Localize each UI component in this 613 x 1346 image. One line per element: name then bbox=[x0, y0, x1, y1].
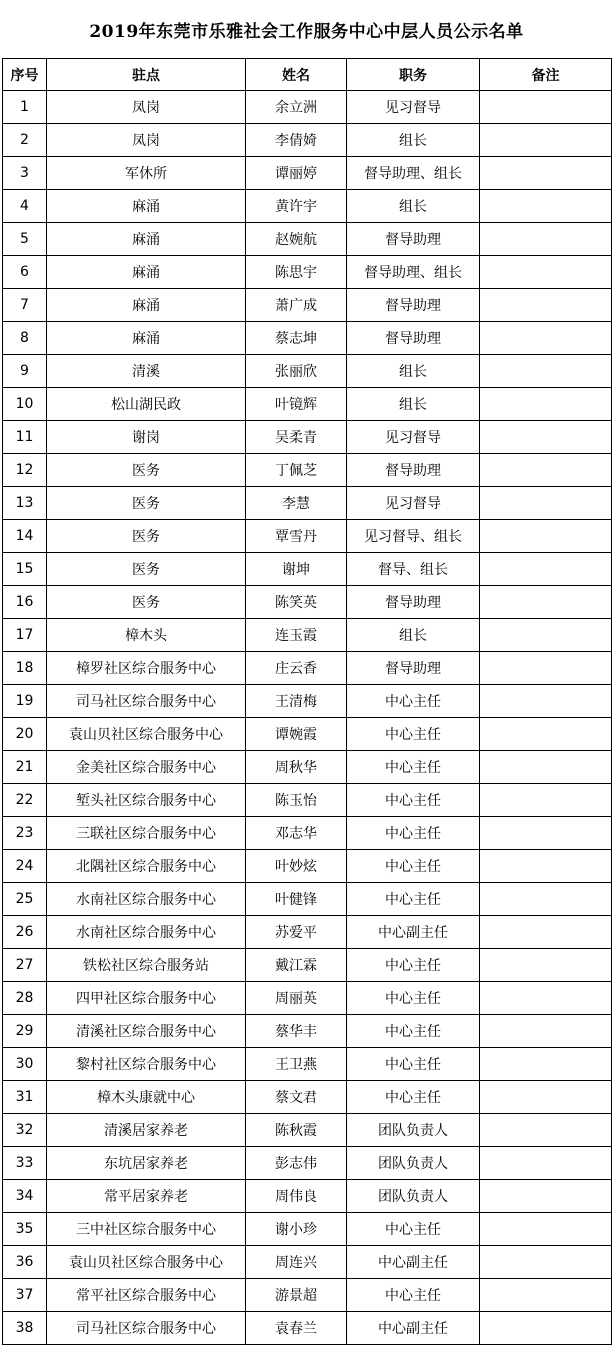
cell-location: 铁松社区综合服务站 bbox=[47, 949, 246, 982]
cell-remarks bbox=[480, 817, 612, 850]
cell-remarks bbox=[480, 553, 612, 586]
table-row bbox=[3, 817, 612, 850]
cell-location: 樟罗社区综合服务中心 bbox=[47, 652, 246, 685]
cell-index: 14 bbox=[3, 520, 47, 553]
cell-location: 三中社区综合服务中心 bbox=[47, 1213, 246, 1246]
table-row bbox=[3, 982, 612, 1015]
cell-remarks bbox=[480, 619, 612, 652]
cell-index: 9 bbox=[3, 355, 47, 388]
cell-remarks bbox=[480, 883, 612, 916]
cell-index: 30 bbox=[3, 1048, 47, 1081]
cell-location: 堑头社区综合服务中心 bbox=[47, 784, 246, 817]
cell-name: 萧广成 bbox=[246, 289, 347, 322]
cell-name: 蔡华丰 bbox=[246, 1015, 347, 1048]
cell-position: 督导助理、组长 bbox=[347, 157, 480, 190]
cell-index: 18 bbox=[3, 652, 47, 685]
header-position: 职务 bbox=[347, 59, 480, 91]
cell-name: 王清梅 bbox=[246, 685, 347, 718]
cell-remarks bbox=[480, 1312, 612, 1345]
cell-position: 中心主任 bbox=[347, 1213, 480, 1246]
cell-position: 中心主任 bbox=[347, 685, 480, 718]
table-body bbox=[3, 91, 612, 1345]
cell-index: 25 bbox=[3, 883, 47, 916]
cell-remarks bbox=[480, 652, 612, 685]
table-row bbox=[3, 685, 612, 718]
table-row bbox=[3, 256, 612, 289]
cell-name: 谢坤 bbox=[246, 553, 347, 586]
cell-position: 督导助理 bbox=[347, 289, 480, 322]
cell-remarks bbox=[480, 256, 612, 289]
cell-index: 37 bbox=[3, 1279, 47, 1312]
cell-position: 见习督导 bbox=[347, 91, 480, 124]
cell-index: 21 bbox=[3, 751, 47, 784]
table-row bbox=[3, 1048, 612, 1081]
cell-name: 周丽英 bbox=[246, 982, 347, 1015]
table-row bbox=[3, 1213, 612, 1246]
cell-name: 周伟良 bbox=[246, 1180, 347, 1213]
cell-index: 29 bbox=[3, 1015, 47, 1048]
cell-remarks bbox=[480, 355, 612, 388]
cell-remarks bbox=[480, 190, 612, 223]
cell-position: 组长 bbox=[347, 124, 480, 157]
cell-location: 金美社区综合服务中心 bbox=[47, 751, 246, 784]
cell-name: 蔡文君 bbox=[246, 1081, 347, 1114]
table-row bbox=[3, 586, 612, 619]
header-remarks: 备注 bbox=[480, 59, 612, 91]
cell-remarks bbox=[480, 916, 612, 949]
cell-remarks bbox=[480, 949, 612, 982]
table-row bbox=[3, 91, 612, 124]
table-row bbox=[3, 619, 612, 652]
cell-position: 中心主任 bbox=[347, 718, 480, 751]
cell-remarks bbox=[480, 586, 612, 619]
cell-name: 周连兴 bbox=[246, 1246, 347, 1279]
table-row bbox=[3, 784, 612, 817]
cell-remarks bbox=[480, 1081, 612, 1114]
cell-index: 24 bbox=[3, 850, 47, 883]
cell-location: 凤岗 bbox=[47, 124, 246, 157]
cell-remarks bbox=[480, 322, 612, 355]
cell-name: 谢小珍 bbox=[246, 1213, 347, 1246]
cell-position: 见习督导 bbox=[347, 421, 480, 454]
cell-name: 戴江霖 bbox=[246, 949, 347, 982]
cell-location: 麻涌 bbox=[47, 190, 246, 223]
cell-remarks bbox=[480, 1213, 612, 1246]
cell-name: 彭志伟 bbox=[246, 1147, 347, 1180]
cell-position: 组长 bbox=[347, 190, 480, 223]
cell-location: 三联社区综合服务中心 bbox=[47, 817, 246, 850]
table-row bbox=[3, 520, 612, 553]
cell-index: 11 bbox=[3, 421, 47, 454]
table-row bbox=[3, 916, 612, 949]
cell-position: 督导、组长 bbox=[347, 553, 480, 586]
cell-name: 吴柔青 bbox=[246, 421, 347, 454]
cell-name: 李倩婍 bbox=[246, 124, 347, 157]
cell-location: 水南社区综合服务中心 bbox=[47, 883, 246, 916]
cell-name: 游景超 bbox=[246, 1279, 347, 1312]
cell-location: 司马社区综合服务中心 bbox=[47, 685, 246, 718]
cell-index: 28 bbox=[3, 982, 47, 1015]
cell-remarks bbox=[480, 487, 612, 520]
table-row bbox=[3, 751, 612, 784]
table-row bbox=[3, 223, 612, 256]
cell-location: 袁山贝社区综合服务中心 bbox=[47, 1246, 246, 1279]
cell-name: 赵婉航 bbox=[246, 223, 347, 256]
table-row bbox=[3, 1312, 612, 1345]
cell-name: 王卫燕 bbox=[246, 1048, 347, 1081]
cell-position: 见习督导、组长 bbox=[347, 520, 480, 553]
header-row bbox=[3, 59, 612, 91]
cell-index: 22 bbox=[3, 784, 47, 817]
cell-remarks bbox=[480, 1114, 612, 1147]
cell-remarks bbox=[480, 223, 612, 256]
cell-name: 谭婉霞 bbox=[246, 718, 347, 751]
cell-index: 5 bbox=[3, 223, 47, 256]
cell-remarks bbox=[480, 520, 612, 553]
cell-position: 团队负责人 bbox=[347, 1180, 480, 1213]
cell-name: 陈笑英 bbox=[246, 586, 347, 619]
cell-location: 司马社区综合服务中心 bbox=[47, 1312, 246, 1345]
cell-position: 中心主任 bbox=[347, 1048, 480, 1081]
cell-remarks bbox=[480, 1180, 612, 1213]
cell-position: 团队负责人 bbox=[347, 1147, 480, 1180]
cell-location: 医务 bbox=[47, 586, 246, 619]
cell-name: 李慧 bbox=[246, 487, 347, 520]
table-row bbox=[3, 1081, 612, 1114]
cell-index: 32 bbox=[3, 1114, 47, 1147]
table-row bbox=[3, 652, 612, 685]
cell-location: 清溪 bbox=[47, 355, 246, 388]
header-index: 序号 bbox=[3, 59, 47, 91]
cell-remarks bbox=[480, 685, 612, 718]
cell-location: 黎村社区综合服务中心 bbox=[47, 1048, 246, 1081]
table-row bbox=[3, 553, 612, 586]
cell-position: 见习督导 bbox=[347, 487, 480, 520]
cell-index: 36 bbox=[3, 1246, 47, 1279]
cell-index: 16 bbox=[3, 586, 47, 619]
cell-index: 13 bbox=[3, 487, 47, 520]
cell-position: 督导助理 bbox=[347, 322, 480, 355]
cell-remarks bbox=[480, 289, 612, 322]
cell-position: 督导助理 bbox=[347, 586, 480, 619]
cell-location: 北隅社区综合服务中心 bbox=[47, 850, 246, 883]
header-location: 驻点 bbox=[47, 59, 246, 91]
cell-location: 常平居家养老 bbox=[47, 1180, 246, 1213]
cell-remarks bbox=[480, 850, 612, 883]
table-row bbox=[3, 883, 612, 916]
cell-remarks bbox=[480, 784, 612, 817]
cell-name: 陈思宇 bbox=[246, 256, 347, 289]
cell-name: 叶妙炫 bbox=[246, 850, 347, 883]
cell-position: 中心主任 bbox=[347, 982, 480, 1015]
cell-remarks bbox=[480, 91, 612, 124]
cell-location: 医务 bbox=[47, 487, 246, 520]
cell-position: 中心主任 bbox=[347, 751, 480, 784]
table-row bbox=[3, 850, 612, 883]
cell-name: 苏爱平 bbox=[246, 916, 347, 949]
table-row bbox=[3, 124, 612, 157]
cell-position: 督导助理 bbox=[347, 652, 480, 685]
cell-index: 38 bbox=[3, 1312, 47, 1345]
table-row bbox=[3, 421, 612, 454]
cell-location: 麻涌 bbox=[47, 223, 246, 256]
cell-name: 陈秋霞 bbox=[246, 1114, 347, 1147]
cell-name: 周秋华 bbox=[246, 751, 347, 784]
cell-location: 松山湖民政 bbox=[47, 388, 246, 421]
table-row bbox=[3, 322, 612, 355]
cell-position: 组长 bbox=[347, 619, 480, 652]
cell-location: 四甲社区综合服务中心 bbox=[47, 982, 246, 1015]
cell-remarks bbox=[480, 1279, 612, 1312]
cell-location: 麻涌 bbox=[47, 256, 246, 289]
cell-index: 12 bbox=[3, 454, 47, 487]
cell-location: 军休所 bbox=[47, 157, 246, 190]
table-row bbox=[3, 355, 612, 388]
cell-index: 7 bbox=[3, 289, 47, 322]
cell-location: 东坑居家养老 bbox=[47, 1147, 246, 1180]
cell-name: 连玉霞 bbox=[246, 619, 347, 652]
table-row bbox=[3, 1015, 612, 1048]
cell-remarks bbox=[480, 1048, 612, 1081]
cell-position: 团队负责人 bbox=[347, 1114, 480, 1147]
cell-index: 15 bbox=[3, 553, 47, 586]
cell-position: 中心主任 bbox=[347, 883, 480, 916]
table-row bbox=[3, 157, 612, 190]
cell-index: 2 bbox=[3, 124, 47, 157]
cell-remarks bbox=[480, 421, 612, 454]
cell-name: 庄云香 bbox=[246, 652, 347, 685]
cell-index: 8 bbox=[3, 322, 47, 355]
cell-position: 中心主任 bbox=[347, 784, 480, 817]
cell-remarks bbox=[480, 124, 612, 157]
cell-index: 34 bbox=[3, 1180, 47, 1213]
cell-location: 清溪社区综合服务中心 bbox=[47, 1015, 246, 1048]
cell-location: 樟木头 bbox=[47, 619, 246, 652]
table-row bbox=[3, 190, 612, 223]
table-row bbox=[3, 1147, 612, 1180]
cell-location: 麻涌 bbox=[47, 289, 246, 322]
cell-index: 27 bbox=[3, 949, 47, 982]
cell-name: 叶健锋 bbox=[246, 883, 347, 916]
cell-index: 1 bbox=[3, 91, 47, 124]
cell-position: 中心副主任 bbox=[347, 1246, 480, 1279]
cell-index: 19 bbox=[3, 685, 47, 718]
cell-index: 6 bbox=[3, 256, 47, 289]
cell-remarks bbox=[480, 157, 612, 190]
cell-position: 组长 bbox=[347, 355, 480, 388]
table-row bbox=[3, 454, 612, 487]
cell-name: 陈玉怡 bbox=[246, 784, 347, 817]
cell-name: 丁佩芝 bbox=[246, 454, 347, 487]
cell-remarks bbox=[480, 718, 612, 751]
cell-location: 樟木头康就中心 bbox=[47, 1081, 246, 1114]
personnel-table bbox=[2, 58, 612, 1345]
cell-position: 督导助理 bbox=[347, 454, 480, 487]
cell-location: 凤岗 bbox=[47, 91, 246, 124]
cell-name: 袁春兰 bbox=[246, 1312, 347, 1345]
table-row bbox=[3, 388, 612, 421]
cell-name: 蔡志坤 bbox=[246, 322, 347, 355]
table-row bbox=[3, 289, 612, 322]
cell-name: 张丽欣 bbox=[246, 355, 347, 388]
cell-position: 督导助理 bbox=[347, 223, 480, 256]
cell-location: 医务 bbox=[47, 520, 246, 553]
cell-name: 黄许宇 bbox=[246, 190, 347, 223]
cell-location: 水南社区综合服务中心 bbox=[47, 916, 246, 949]
cell-name: 余立洲 bbox=[246, 91, 347, 124]
cell-position: 中心主任 bbox=[347, 850, 480, 883]
table-row bbox=[3, 718, 612, 751]
cell-position: 中心主任 bbox=[347, 1279, 480, 1312]
cell-index: 4 bbox=[3, 190, 47, 223]
cell-location: 医务 bbox=[47, 454, 246, 487]
cell-index: 3 bbox=[3, 157, 47, 190]
cell-name: 叶镜辉 bbox=[246, 388, 347, 421]
cell-position: 中心主任 bbox=[347, 949, 480, 982]
cell-remarks bbox=[480, 751, 612, 784]
table-row bbox=[3, 487, 612, 520]
cell-name: 邓志华 bbox=[246, 817, 347, 850]
cell-position: 组长 bbox=[347, 388, 480, 421]
cell-location: 谢岗 bbox=[47, 421, 246, 454]
cell-position: 中心主任 bbox=[347, 1081, 480, 1114]
cell-index: 35 bbox=[3, 1213, 47, 1246]
cell-remarks bbox=[480, 454, 612, 487]
cell-location: 麻涌 bbox=[47, 322, 246, 355]
cell-position: 中心副主任 bbox=[347, 916, 480, 949]
table-row bbox=[3, 949, 612, 982]
cell-index: 20 bbox=[3, 718, 47, 751]
table-row bbox=[3, 1180, 612, 1213]
sheet-title: 2019年东莞市乐雅社会工作服务中心中层人员公示名单 bbox=[89, 21, 524, 42]
cell-index: 26 bbox=[3, 916, 47, 949]
cell-index: 23 bbox=[3, 817, 47, 850]
cell-location: 医务 bbox=[47, 553, 246, 586]
cell-position: 督导助理、组长 bbox=[347, 256, 480, 289]
cell-position: 中心主任 bbox=[347, 1015, 480, 1048]
cell-position: 中心主任 bbox=[347, 817, 480, 850]
cell-index: 10 bbox=[3, 388, 47, 421]
cell-position: 中心副主任 bbox=[347, 1312, 480, 1345]
cell-location: 常平社区综合服务中心 bbox=[47, 1279, 246, 1312]
cell-remarks bbox=[480, 1015, 612, 1048]
cell-remarks bbox=[480, 1246, 612, 1279]
table-row bbox=[3, 1246, 612, 1279]
table-row bbox=[3, 1114, 612, 1147]
cell-name: 谭丽婷 bbox=[246, 157, 347, 190]
table-row bbox=[3, 1279, 612, 1312]
cell-name: 覃雪丹 bbox=[246, 520, 347, 553]
cell-remarks bbox=[480, 1147, 612, 1180]
cell-remarks bbox=[480, 388, 612, 421]
cell-location: 清溪居家养老 bbox=[47, 1114, 246, 1147]
cell-index: 33 bbox=[3, 1147, 47, 1180]
cell-index: 31 bbox=[3, 1081, 47, 1114]
cell-index: 17 bbox=[3, 619, 47, 652]
cell-location: 袁山贝社区综合服务中心 bbox=[47, 718, 246, 751]
header-name: 姓名 bbox=[246, 59, 347, 91]
cell-remarks bbox=[480, 982, 612, 1015]
